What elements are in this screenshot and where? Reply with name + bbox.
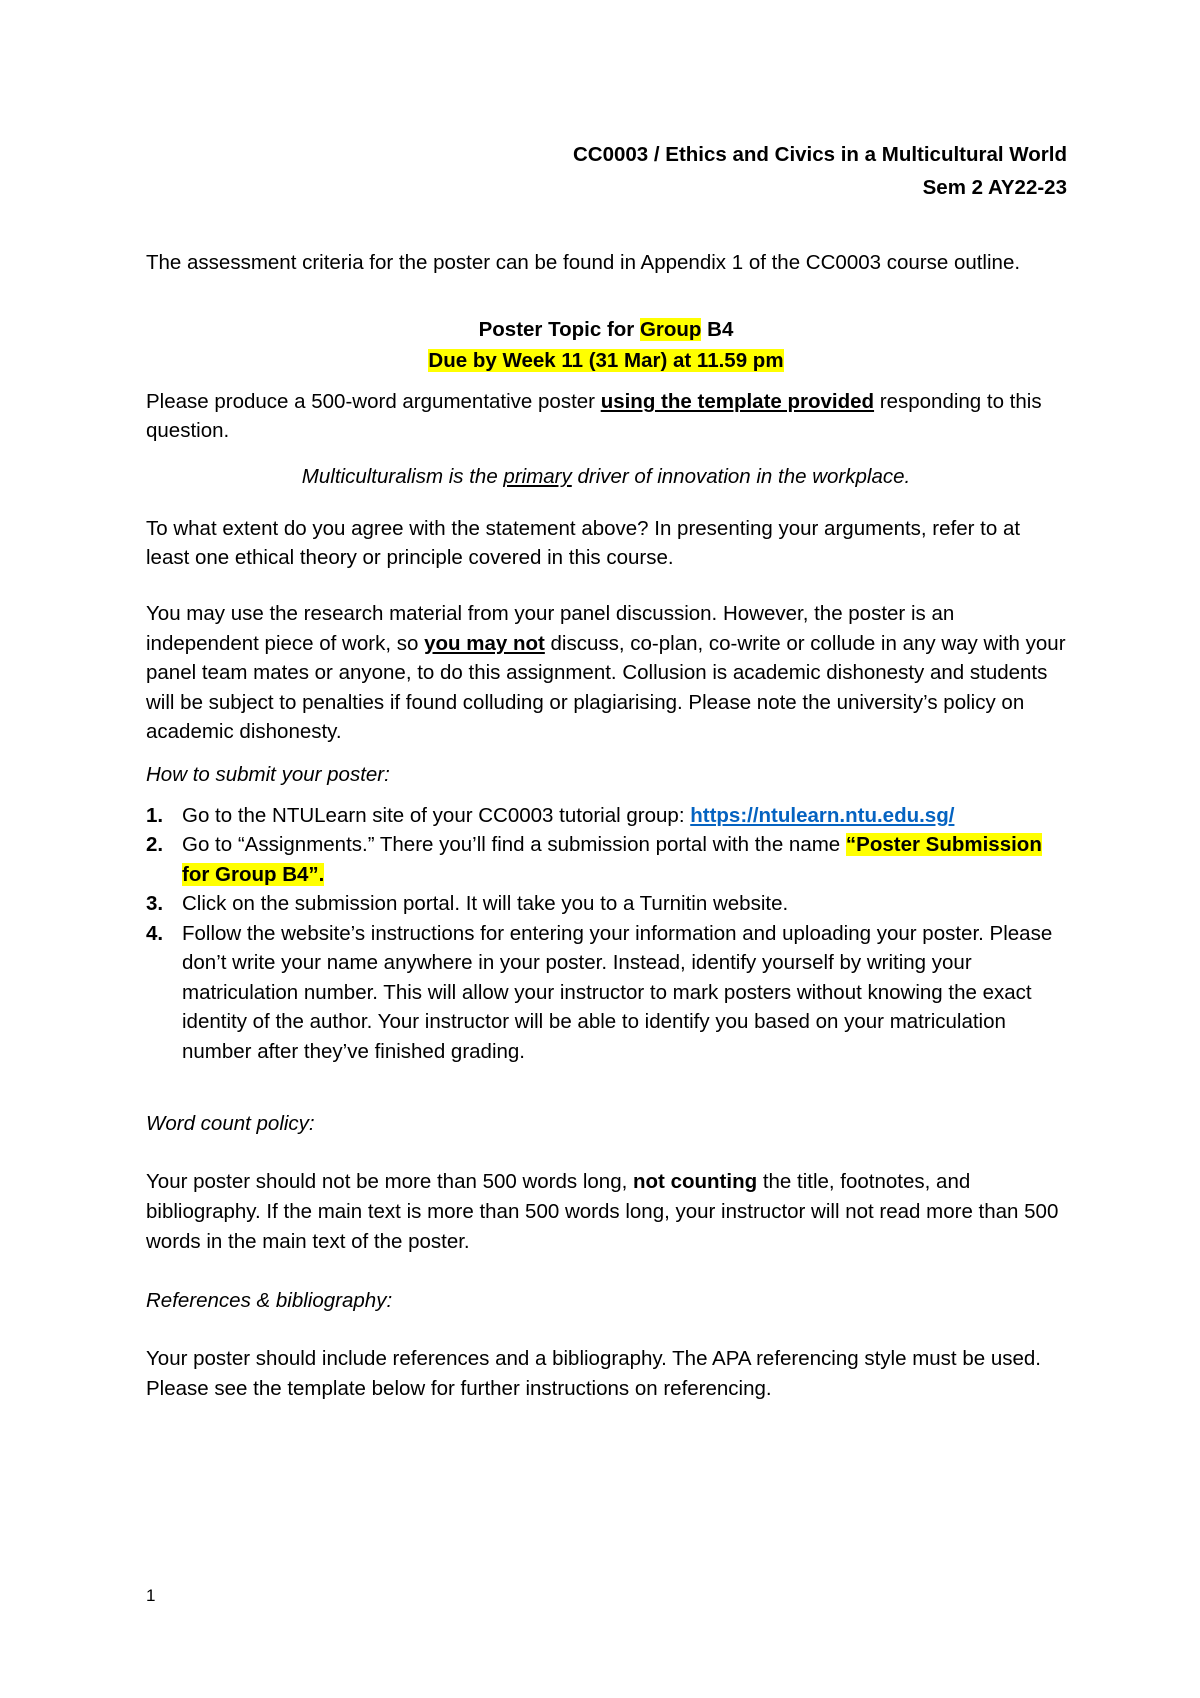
list-item xyxy=(146,830,1066,889)
document-content xyxy=(146,138,1066,1404)
word-count-paragraph xyxy=(146,1167,1066,1257)
step-text: Click on the submission portal. It will take you to a Turnitin website. xyxy=(182,892,789,916)
instruction-text-after: responding to this question. xyxy=(146,390,1042,442)
word-count-text-before: Your poster should not be more than 500 words long, xyxy=(146,1170,634,1194)
topic-title-suffix: B4 xyxy=(701,318,734,341)
question-paragraph: To what extent do you agree with the statement above? In presenting your arguments, refer to at least one ethical theory or principle covered in this course. xyxy=(146,517,1021,569)
step-number: 4. xyxy=(146,921,164,945)
step-number: 3. xyxy=(146,892,164,916)
topic-title-prefix: Poster Topic for xyxy=(478,318,640,341)
poster-topic-title xyxy=(146,314,1066,345)
statement-text-before: Multiculturalism is the xyxy=(301,465,504,488)
template-emphasis: using the template provided xyxy=(600,390,875,413)
ntulearn-link[interactable]: https://ntulearn.ntu.edu.sg/ xyxy=(690,803,955,827)
portal-name-highlight: “Poster Submission for Group B4”. xyxy=(182,833,1042,886)
statement-text-after: driver of innovation in the workplace. xyxy=(571,465,911,488)
due-date-highlight: Due by Week 11 (31 Mar) at 11.59 pm xyxy=(428,349,784,372)
due-date xyxy=(146,345,1066,376)
word-count-heading: Word count policy: xyxy=(146,1112,315,1136)
not-counting-emphasis: not counting xyxy=(633,1170,758,1194)
course-header xyxy=(146,138,1067,204)
may-not-emphasis: you may not xyxy=(424,631,545,655)
references-paragraph: Your poster should include references and a bibliography. The APA referencing style must be used. Please see the template below for further instructions on referencing. xyxy=(146,1347,1041,1401)
step-number: 1. xyxy=(146,803,164,827)
statement-underlined: primary xyxy=(503,465,572,488)
instruction-text-before: Please produce a 500-word argumentative poster xyxy=(146,390,601,413)
list-item xyxy=(146,919,1066,1067)
semester-label: Sem 2 AY22-23 xyxy=(922,176,1067,199)
step-text: Go to the NTULearn site of your CC0003 tutorial group: xyxy=(182,803,691,827)
submit-heading: How to submit your poster: xyxy=(146,762,390,786)
page-number: 1 xyxy=(146,1586,156,1605)
submission-steps xyxy=(146,801,1066,1067)
references-heading: References & bibliography: xyxy=(146,1289,393,1313)
intro-paragraph: The assessment criteria for the poster can be found in Appendix 1 of the CC0003 course outline. xyxy=(146,251,1021,274)
step-number: 2. xyxy=(146,833,164,857)
list-item xyxy=(146,801,1066,831)
research-paragraph xyxy=(146,599,1066,747)
instruction-paragraph xyxy=(146,387,1066,445)
question-statement xyxy=(146,461,1066,492)
word-count-text-after: the title, footnotes, and bibliography. If the main text is more than 500 words long, your instructor will not read more than 500 words in the main text of the poster. xyxy=(146,1170,1059,1254)
course-title: CC0003 / Ethics and Civics in a Multicultural World xyxy=(572,143,1067,166)
step-text: Follow the website’s instructions for entering your information and uploading your poster. Please don’t write your name anywhere in your poster. Instead, identify yourself by writing your matriculation number. This will allow your instructor to mark posters without knowing the exact identity of the author. Your instructor will be able to identify you based on your matriculation number after they’ve finished grading. xyxy=(182,921,1053,1063)
research-text-after: discuss, co-plan, co-write or collude in any way with your panel team mates or anyone, to do this assignment. Collusion is academic dishonesty and students will be subject to penalties if found colluding or plagiarising. Please note the university’s policy on academic dishonesty. xyxy=(146,631,1066,744)
topic-title-highlight: Group xyxy=(639,318,702,341)
list-item xyxy=(146,889,1066,919)
research-text-before: You may use the research material from your panel discussion. However, the poster is an independent piece of work, so xyxy=(146,602,955,655)
step-text: Go to “Assignments.” There you’ll find a submission portal with the name xyxy=(182,833,846,857)
